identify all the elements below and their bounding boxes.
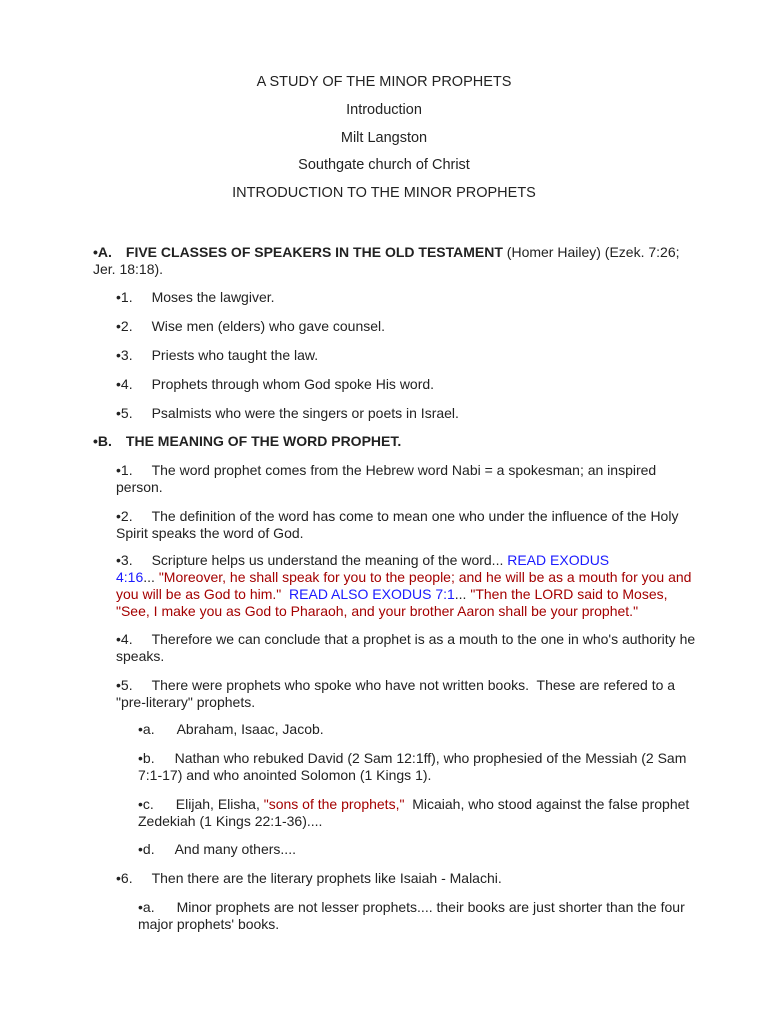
- list-marker: •c.: [138, 796, 154, 812]
- ellipsis: ...: [454, 586, 471, 602]
- list-item: [116, 552, 716, 620]
- list-marker: •b.: [138, 750, 155, 766]
- section-a-title: FIVE CLASSES OF SPEAKERS IN THE OLD TESTAMENT: [125, 244, 503, 260]
- sub-list-item: [138, 796, 718, 830]
- list-item-text-cont: person.: [116, 479, 163, 495]
- list-marker: •a.: [138, 899, 155, 915]
- highlighted-phrase: "sons of the prophets,": [263, 796, 405, 812]
- list-item: [116, 347, 318, 364]
- list-marker: •2.: [116, 508, 133, 524]
- section-title: INTRODUCTION TO THE MINOR PROPHETS: [232, 185, 536, 201]
- document-title: A STUDY OF THE MINOR PROPHETS: [256, 74, 512, 90]
- scripture-quote-2: "Then the LORD said to Moses,: [470, 586, 668, 602]
- list-item-text: Therefore we can conclude that a prophet is as a mouth to the one in who's authority he: [151, 631, 696, 647]
- list-item: [116, 289, 275, 306]
- list-item-text-cont: 7:1-17) and who anointed Solomon (1 Kings 1).: [138, 767, 432, 783]
- list-item-text-cont: speaks.: [116, 648, 165, 664]
- list-item: [116, 870, 502, 887]
- list-item: [116, 376, 434, 393]
- list-item: [116, 677, 716, 711]
- list-marker: •a.: [138, 721, 155, 737]
- section-b-marker: •B.: [93, 433, 112, 449]
- list-item-text-rest: Micaiah, who stood against the false prophet: [404, 796, 690, 812]
- sub-list-item: [138, 841, 296, 858]
- list-item: [116, 631, 716, 665]
- list-item-text-cont: major prophets' books.: [138, 916, 280, 932]
- list-item-text: Elijah, Elisha,: [175, 796, 264, 812]
- ellipsis: ...: [143, 569, 159, 585]
- list-marker: •1.: [116, 289, 133, 305]
- list-marker: •4.: [116, 631, 133, 647]
- scripture-link-exodus-4: READ EXODUS: [507, 552, 610, 568]
- list-item-text: Wise men (elders) who gave counsel.: [151, 318, 386, 334]
- scripture-reference: 4:16: [116, 569, 144, 585]
- church-name: Southgate church of Christ: [298, 157, 470, 173]
- scripture-quote-2-cont: "See, I make you as God to Pharaoh, and your brother Aaron shall be your prophet.": [116, 603, 639, 619]
- scripture-quote: "Moreover, he shall speak for you to the people; and he will be as a mouth for you and: [158, 569, 692, 585]
- list-item-text: Nathan who rebuked David (2 Sam 12:1ff), who prophesied of the Messiah (2 Sam: [174, 750, 687, 766]
- list-item-text: There were prophets who spoke who have not written books. These are refered to a: [151, 677, 676, 693]
- section-a-reference-cont: Jer. 18:18).: [93, 261, 164, 277]
- list-item-text-cont: "pre-literary" prophets.: [116, 694, 256, 710]
- section-a-reference: (Homer Hailey) (Ezek. 7:26;: [502, 244, 680, 260]
- sub-list-item: [138, 899, 718, 933]
- list-marker: •1.: [116, 462, 133, 478]
- sub-list-item: [138, 750, 718, 784]
- list-item-text: Scripture helps us understand the meaning of the word...: [151, 552, 508, 568]
- section-b-heading: [93, 433, 401, 450]
- section-a-heading: [93, 244, 693, 278]
- scripture-link-exodus-7: READ ALSO EXODUS 7:1: [281, 586, 455, 602]
- list-item: [116, 405, 459, 422]
- list-item: [116, 508, 716, 542]
- list-item-text: The definition of the word has come to mean one who under the influence of the Holy: [151, 508, 679, 524]
- list-item: [116, 318, 385, 335]
- list-item-text: Moses the lawgiver.: [151, 289, 275, 305]
- list-item-text: And many others....: [174, 841, 296, 857]
- list-item-text: The word prophet comes from the Hebrew word Nabi = a spokesman; an inspired: [151, 462, 657, 478]
- scripture-quote-cont: you will be as God to him.": [116, 586, 282, 602]
- list-item-text: Psalmists who were the singers or poets in Israel.: [151, 405, 459, 421]
- list-marker: •2.: [116, 318, 133, 334]
- list-item-text: Minor prophets are not lesser prophets.... their books are just shorter than the four: [176, 899, 685, 915]
- list-marker: •5.: [116, 677, 133, 693]
- list-item-text: Prophets through whom God spoke His word.: [151, 376, 435, 392]
- list-item: [116, 462, 716, 496]
- sub-list-item: [138, 721, 324, 738]
- list-marker: •4.: [116, 376, 133, 392]
- list-marker: •3.: [116, 347, 133, 363]
- list-item-text: Abraham, Isaac, Jacob.: [176, 721, 324, 737]
- author-name: Milt Langston: [340, 130, 428, 146]
- list-marker: •3.: [116, 552, 133, 568]
- list-item-text-cont: Spirit speaks the word of God.: [116, 525, 304, 541]
- section-a-marker: •A.: [93, 244, 112, 260]
- list-marker: •5.: [116, 405, 133, 421]
- list-item-text: Priests who taught the law.: [151, 347, 319, 363]
- list-item-text: Then there are the literary prophets like Isaiah - Malachi.: [151, 870, 502, 886]
- list-marker: •d.: [138, 841, 155, 857]
- list-marker: •6.: [116, 870, 133, 886]
- section-b-title: THE MEANING OF THE WORD PROPHET.: [125, 433, 402, 449]
- document-subtitle: Introduction: [346, 102, 422, 118]
- list-item-text-cont: Zedekiah (1 Kings 22:1-36)....: [138, 813, 323, 829]
